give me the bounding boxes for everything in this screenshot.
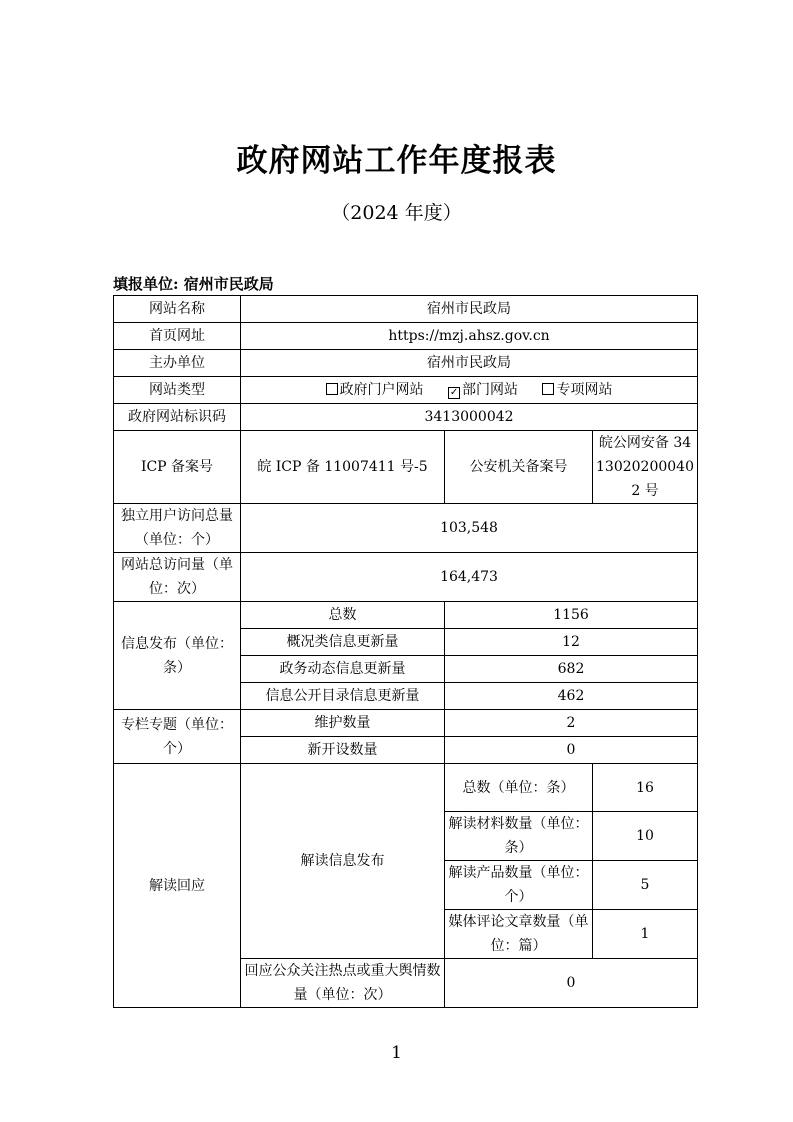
info-item-label: 信息公开目录信息更新量 — [241, 683, 445, 710]
homepage-label: 首页网址 — [114, 323, 241, 350]
site-type-options — [241, 377, 698, 404]
table-row — [114, 710, 698, 737]
option-portal — [326, 382, 424, 398]
response-label: 回应公众关注热点或重大舆情数量（单位：次） — [241, 959, 445, 1008]
columns-label: 专栏专题（单位：个） — [114, 710, 241, 764]
table-row — [114, 296, 698, 323]
page-title: 政府网站工作年度报表 — [236, 143, 557, 179]
site-code-label: 政府网站标识码 — [114, 404, 241, 431]
sponsor-value: 宿州市民政局 — [241, 350, 698, 377]
info-item-label: 概况类信息更新量 — [241, 629, 445, 656]
page-number: 1 — [391, 1043, 402, 1063]
interpretation-item-label: 媒体评论文章数量（单位：篇） — [445, 910, 593, 959]
option-label: 部门网站 — [462, 382, 519, 398]
site-type-label: 网站类型 — [114, 377, 241, 404]
interpretation-item-value: 16 — [593, 764, 698, 812]
interpretation-release-label: 解读信息发布 — [241, 764, 445, 959]
info-release-label: 信息发布（单位：条） — [114, 602, 241, 710]
table-row — [114, 350, 698, 377]
columns-item-value: 0 — [445, 737, 698, 764]
checkbox-icon — [326, 383, 338, 395]
table-row — [114, 553, 698, 602]
unique-visitors-value: 103,548 — [241, 504, 698, 553]
reporting-unit: 填报单位: 宿州市民政局 — [113, 275, 274, 293]
interpretation-item-value: 10 — [593, 812, 698, 861]
total-visits-label: 网站总访问量（单位：次） — [114, 553, 241, 602]
option-department — [448, 382, 518, 398]
option-special — [542, 382, 612, 398]
table-row — [114, 404, 698, 431]
site-name-value: 宿州市民政局 — [241, 296, 698, 323]
unique-visitors-label: 独立用户访问总量（单位：个） — [114, 504, 241, 553]
info-item-label: 政务动态信息更新量 — [241, 656, 445, 683]
interpretation-item-value: 1 — [593, 910, 698, 959]
columns-item-value: 2 — [445, 710, 698, 737]
table-row — [114, 602, 698, 629]
checkbox-checked-icon: ✓ — [449, 387, 459, 398]
total-visits-value: 164,473 — [241, 553, 698, 602]
police-record-label: 公安机关备案号 — [445, 431, 593, 504]
table-row — [114, 504, 698, 553]
police-record-value: 皖公网安备 34130202000402 号 — [593, 431, 698, 504]
report-year: （2024 年度） — [331, 202, 462, 224]
sponsor-label: 主办单位 — [114, 350, 241, 377]
table-row — [114, 431, 698, 504]
interpretation-item-value: 5 — [593, 861, 698, 910]
columns-item-label: 维护数量 — [241, 710, 445, 737]
info-item-value: 1156 — [445, 602, 698, 629]
interpretation-label: 解读回应 — [114, 764, 241, 1008]
info-item-value: 682 — [445, 656, 698, 683]
interpretation-item-label: 解读材料数量（单位：条） — [445, 812, 593, 861]
table-row — [114, 377, 698, 404]
info-item-value: 462 — [445, 683, 698, 710]
site-code-value: 3413000042 — [241, 404, 698, 431]
info-item-label: 总数 — [241, 602, 445, 629]
option-label: 专项网站 — [556, 382, 613, 398]
columns-item-label: 新开设数量 — [241, 737, 445, 764]
table-row — [114, 323, 698, 350]
info-item-value: 12 — [445, 629, 698, 656]
homepage-value: https://mzj.ahsz.gov.cn — [241, 323, 698, 350]
checkbox-icon — [542, 383, 554, 395]
site-name-label: 网站名称 — [114, 296, 241, 323]
interpretation-item-label: 解读产品数量（单位：个） — [445, 861, 593, 910]
option-label: 政府门户网站 — [339, 382, 424, 398]
icp-label: ICP 备案号 — [114, 431, 241, 504]
table-row — [114, 764, 698, 812]
icp-value: 皖 ICP 备 11007411 号-5 — [241, 431, 445, 504]
report-table — [113, 295, 698, 1008]
response-value: 0 — [445, 959, 698, 1008]
interpretation-item-label: 总数（单位：条） — [445, 764, 593, 812]
